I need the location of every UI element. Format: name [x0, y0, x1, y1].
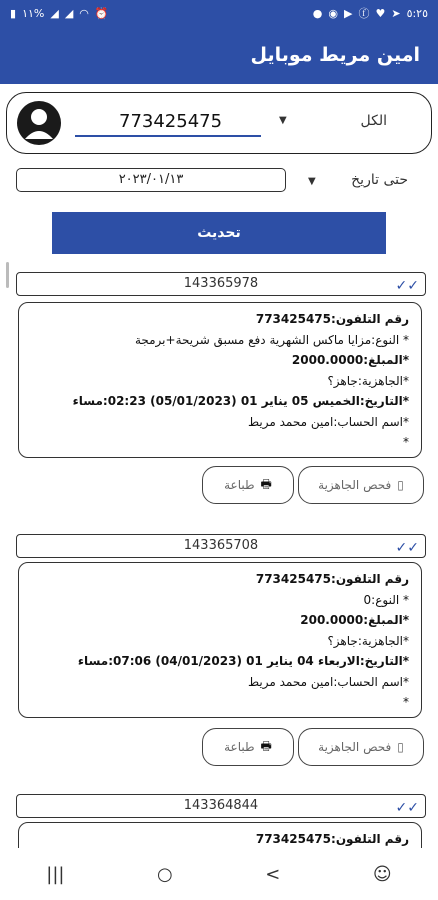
app-title: امين مريط موبايل: [250, 44, 420, 66]
phone-filter-card: [6, 92, 432, 154]
detail-line: *الجاهزية:جاهز؟: [327, 633, 409, 648]
order-id-field: [16, 272, 426, 296]
order-details: [18, 562, 422, 718]
order-id-text: 143365978: [183, 276, 259, 291]
notification-icon: ●: [312, 6, 323, 20]
wifi-icon: ◠: [79, 6, 89, 20]
accessibility-icon[interactable]: ☺: [372, 863, 392, 885]
phone-icon: ▯: [397, 740, 404, 754]
signal-icon: ◢: [50, 6, 59, 20]
detail-line: *: [403, 695, 409, 709]
status-bar: [0, 0, 438, 26]
battery-icon: ▮: [10, 6, 17, 20]
avatar-icon[interactable]: [17, 101, 61, 145]
facebook-icon: ⓕ: [358, 7, 370, 20]
print-label: طباعة: [224, 478, 255, 492]
detail-line: *الجاهزية:جاهز؟: [327, 373, 409, 388]
detail-line: *: [403, 435, 409, 449]
order-id-field: [16, 534, 426, 558]
app-icon: ◉: [328, 6, 338, 20]
youtube-icon: ▶: [344, 6, 353, 20]
order-id-field: [16, 794, 426, 818]
telegram-icon: ➤: [391, 6, 401, 20]
date-filter-label: حتى تاريخ: [351, 172, 408, 188]
detail-line: *اسم الحساب:امين محمد مريط: [248, 414, 409, 429]
detail-line: رقم التلفون:773425475: [255, 312, 409, 326]
print-button[interactable]: [202, 728, 294, 766]
printer-icon: 🖶: [260, 476, 272, 491]
home-icon[interactable]: ○: [157, 863, 173, 885]
system-nav-bar: [0, 848, 438, 900]
order-details: [18, 302, 422, 458]
type-filter-label[interactable]: الكل: [360, 113, 387, 129]
order-id-text: 143365708: [183, 538, 259, 553]
scrollbar-thumb[interactable]: [6, 262, 9, 288]
print-button[interactable]: [202, 466, 294, 504]
double-check-icon: ✓✓: [395, 540, 419, 556]
phone-icon: ▯: [397, 478, 404, 492]
update-button[interactable]: تحديث: [52, 212, 386, 254]
order-id-text: 143364844: [183, 798, 259, 813]
printer-icon: 🖶: [260, 738, 272, 753]
check-readiness-label: فحص الجاهزية: [318, 478, 392, 492]
heart-icon: ♥: [375, 6, 386, 20]
detail-line: *التاريخ:الاربعاء 04 يناير 01 (04/01/2023) 07:06:مساء: [77, 654, 409, 668]
check-readiness-label: فحص الجاهزية: [318, 740, 392, 754]
phone-number-input[interactable]: [75, 107, 261, 137]
check-readiness-button[interactable]: [298, 466, 424, 504]
alarm-icon: ⏰: [94, 6, 109, 20]
date-chevron-down-icon[interactable]: ▼: [308, 176, 316, 187]
check-readiness-button[interactable]: [298, 728, 424, 766]
detail-line: * النوع:مزايا ماكس الشهرية دفع مسبق شريحة+برمجة: [134, 332, 409, 347]
detail-line: *المبلغ:2000.0000: [291, 353, 409, 367]
detail-line: رقم التلفون:773425475: [255, 572, 409, 586]
app-bar: [0, 26, 438, 84]
detail-line: رقم التلفون:773425475: [255, 832, 409, 846]
back-icon[interactable]: <: [265, 863, 281, 885]
chevron-down-icon[interactable]: ▼: [279, 115, 287, 126]
status-left: [10, 7, 109, 20]
detail-line: *التاريخ:الخميس 05 يناير 01 (05/01/2023) 02:23:مساء: [72, 394, 409, 408]
status-right: [313, 5, 428, 21]
double-check-icon: ✓✓: [395, 278, 419, 294]
recent-apps-icon[interactable]: |||: [46, 863, 65, 885]
detail-line: *اسم الحساب:امين محمد مريط: [248, 674, 409, 689]
print-label: طباعة: [224, 740, 255, 754]
detail-line: *المبلغ:200.0000: [300, 613, 409, 627]
detail-line: * النوع:0: [363, 592, 409, 607]
signal-icon-2: ◢: [64, 6, 74, 20]
status-time: ٥:٢٥: [406, 6, 428, 20]
double-check-icon: ✓✓: [395, 800, 419, 816]
date-field[interactable]: ٢٠٢٣/٠١/١٣: [16, 168, 286, 192]
battery-level: ١١%: [22, 6, 45, 20]
